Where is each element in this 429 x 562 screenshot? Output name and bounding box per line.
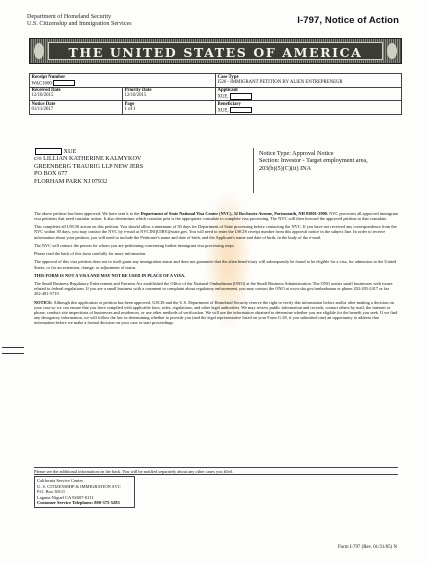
address-city: FLORHAM PARK NJ 07932 (34, 177, 108, 185)
beneficiary-value: XUE, (217, 108, 229, 114)
notice-section-code: 203(b)(5)(C)(ii) INA (259, 164, 312, 172)
address-name: XUE (63, 148, 77, 155)
agency-name: Department of Homeland Security (27, 14, 112, 20)
agency-header (27, 14, 132, 28)
notice-date-label: Notice Date (31, 101, 56, 107)
case-type-label: Case Type (217, 74, 239, 80)
applicant-value: XUE, (217, 94, 229, 100)
banner-panel (48, 42, 383, 60)
banner-seal-right (387, 43, 397, 59)
notice-type-block (259, 150, 368, 172)
paragraph: The approval of this visa petition does not in itself grant any immigration status and does not guarantee that the alien beneficiary will subsequently be found to be eligible for a visa, for admission to the United States, or for an extension, change, or adjustment of status. (34, 259, 397, 270)
redaction-box (230, 107, 252, 113)
applicant-label: Applicant (217, 88, 238, 94)
receipt-number-value: WAC1600 (31, 80, 52, 86)
case-info-table (29, 73, 402, 115)
paragraph: Please read the back of this form carefully for more information. (34, 251, 147, 257)
form-footer-id: Form I-797 (Rev. 01/31/05) N (337, 545, 397, 550)
office-po-box: P.O. Box 30111 (37, 489, 66, 494)
banner (29, 38, 402, 64)
margin-fold-mark (2, 347, 24, 348)
redaction-box (230, 93, 252, 99)
office-agency: U. S. CITIZENSHIP & IMMIGRATION SVC (37, 483, 121, 489)
agency-subname: U.S. Citizenship and Immigration Services (27, 21, 132, 27)
margin-fold-mark (2, 353, 24, 354)
notice-date-value: 01/11/2017 (31, 107, 54, 113)
address-divider (253, 148, 254, 193)
warning-line: THIS FORM IS NOT A VISA AND MAY NOT BE USED IN PLACE OF A VISA. (34, 272, 186, 278)
case-type-value: I526 - IMMIGRANT PETITION BY ALIEN ENTREPRENEUR (217, 79, 343, 85)
address-care-of: c/o LILLIAN KATHERINE KALMYKOV (34, 155, 142, 163)
paragraph: NOTICE: Although this application or petition has been approved, USCIS and the U.S. Department of Homeland Security reserve the right to verify this information before and/or after making a decision on your case so we can ensure that you have complied with applicable laws, rules, regulations, and other legal authorities. We may review public information and records, contact others by mail, the internet or phone, conduct site inspections of businesses and residences, or use other methods of verification. We will use the information obtained to determine whether you are eligible for the benefit you seek. If we find any derogatory information, we will follow the law in determining whether to provide you (and the legal representative listed on your Form G-28, if you submitted one) an opportunity to address that information before we make a formal decision on your case or start proceedings. (34, 299, 398, 325)
page-value: 1 of 1 (124, 107, 136, 113)
paragraph: The NVC will contact the person for whom you are petitioning concerning further immigrant visa processing steps. (34, 242, 235, 248)
office-name: California Service Center (37, 478, 83, 483)
banner-text: THE UNITED STATES OF AMERICA (68, 45, 363, 60)
banner-seal-left (34, 43, 44, 59)
page-label: Page (124, 101, 135, 107)
form-title: I-797, Notice of Action (297, 15, 399, 26)
nvc-address: Department of State National Visa Center (NVC), 32 Rochester Avenue, Portsmouth, NH 03801-2909. (140, 211, 329, 216)
paragraph: The above petition has been approved. We have sent it to the Department of State National Visa Center (NVC), 32 Rochester Avenue, Portsmouth, NH 03801-2909. NVC processes all approved immigrant visa petitions that need consular action. It also determines which consular post is the appropriate consulate to complete visa processing. The NVC will then forward the approved petition to that consulate. (34, 211, 398, 222)
service-center-block (34, 476, 135, 508)
notice-section: Section: Investor - Target employment area, (259, 157, 368, 165)
beneficiary-label: Beneficiary (217, 101, 241, 107)
received-date-label: Received Date (31, 88, 61, 94)
notice-body (34, 211, 398, 328)
see-back-note: Please see the additional information on the back. You will be notified separately about any other cases you filed. (34, 467, 398, 475)
office-city: Laguna Niguel CA 92607-0111 (37, 494, 94, 500)
priority-date-label: Priority Date (124, 88, 152, 94)
received-date-value: 12/10/2015 (31, 93, 54, 99)
mailing-address (34, 148, 143, 185)
redaction-box (53, 80, 75, 86)
notice-type: Notice Type: Approval Notice (259, 150, 334, 157)
address-po-box: PO BOX 677 (34, 170, 68, 178)
redaction-box (35, 148, 62, 155)
priority-date-value: 12/10/2015 (124, 93, 147, 99)
paragraph: This completes all USCIS action on this petition. You should allow a minimum of 30 days for Department of State processing before contacting the NVC. If you have not received any correspondence from the NVC within 30 days, you may contact the NVC by e-mail at NVCINQUIRY@state.gov. You will need to enter the USCIS receipt number from this approval notice in the subject line. In order to receive information about your petition, you will need to include the Petitioner's name and date of birth, and the Applicant's name and date of birth, in the body of the e-mail. (34, 224, 397, 240)
receipt-number-label: Receipt Number (31, 74, 66, 80)
customer-service-phone: Customer Service Telephone: 800-375-5283 (37, 500, 120, 505)
address-firm: GREENBERG TRAURIG LLP NEW JERS (34, 162, 144, 170)
notice-heading: NOTICE: (34, 299, 53, 305)
paragraph: The Small Business Regulatory Enforcement and Fairness Act established the Office of the National Ombudsman (ONO) at the Small Business Administration. The ONO assists small businesses with issues related to federal regulations. If you are a small business with a comment or complaint about regulatory enforcement, you may contact the ONO at www.sba.gov/ombudsman or phone 202-205-2417 or fax 202-481-5719. (34, 281, 393, 297)
